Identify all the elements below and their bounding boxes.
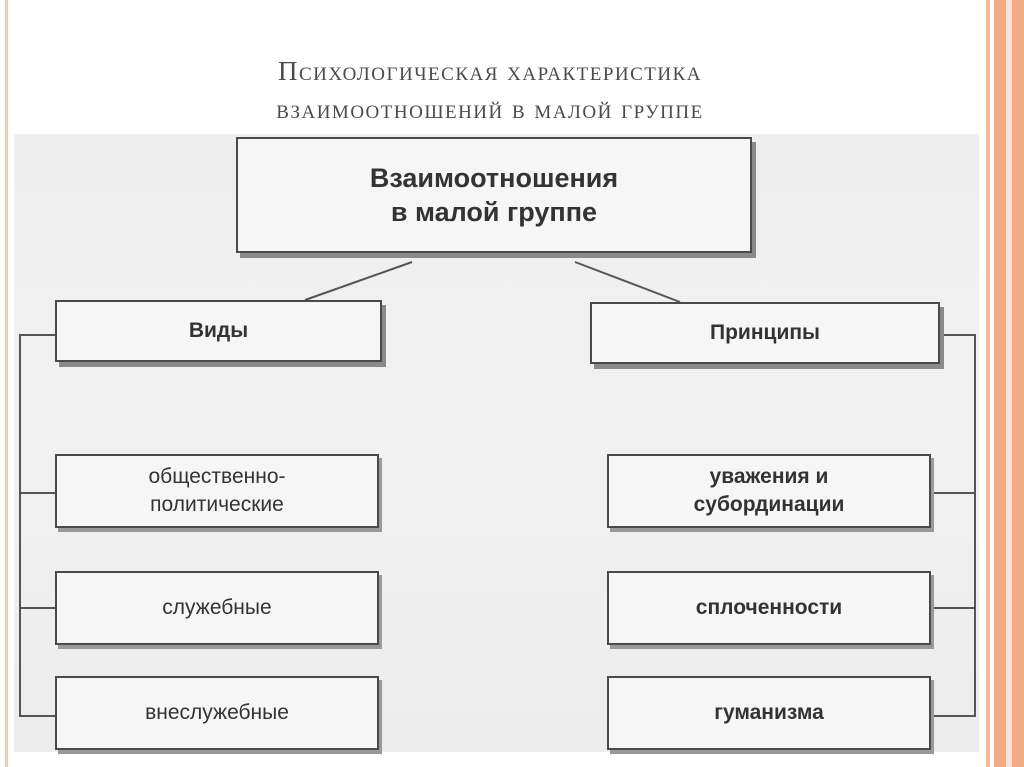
slide-title (30, 52, 950, 128)
principle-item-label: гуманизма (714, 701, 824, 724)
category-principles-label: Принципы (710, 321, 820, 344)
root-node (236, 137, 752, 253)
type-item-official (55, 571, 379, 645)
slide-title-line-2: взаимоотношений в малой группе (276, 94, 704, 124)
principle-item-humanism (607, 676, 931, 750)
type-item-unofficial (55, 676, 379, 750)
slide-decorative-stripes (980, 0, 1024, 767)
type-item-label: внеслужебные (145, 701, 289, 724)
type-item-label: служебные (162, 596, 272, 619)
principle-item-cohesion (607, 571, 931, 645)
root-node-label: Взаимоотношения в малой группе (369, 163, 619, 227)
type-item-socio-political (55, 454, 379, 528)
category-principles (590, 302, 940, 364)
slide-left-border (5, 0, 8, 767)
principle-item-label: сплоченности (695, 596, 843, 619)
principle-item-respect (607, 454, 931, 528)
category-types (55, 300, 382, 362)
slide-title-line-1: Психологическая характеристика (277, 56, 703, 86)
principle-item-label: уважения и субординации (693, 465, 845, 516)
category-types-label: Виды (188, 319, 249, 342)
type-item-label: общественно- политические (148, 465, 286, 516)
